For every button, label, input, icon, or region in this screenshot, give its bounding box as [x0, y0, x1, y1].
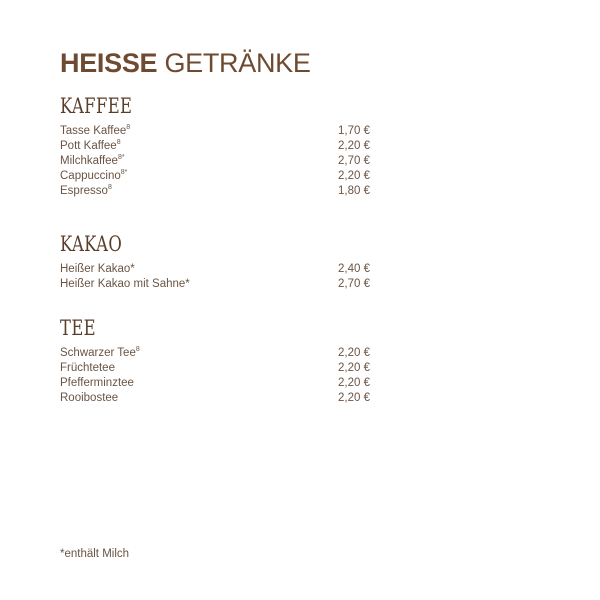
item-name: Pfefferminztee [60, 377, 134, 389]
menu-item [60, 346, 370, 361]
menu-item [60, 184, 370, 199]
item-price: 2,20 € [338, 392, 370, 404]
item-price: 2,70 € [338, 155, 370, 167]
item-price: 2,20 € [338, 362, 370, 374]
menu-item [60, 277, 370, 292]
item-name: Rooibostee [60, 392, 119, 404]
footnote: *enthält Milch [60, 548, 130, 560]
item-name: Tasse Kaffee$^8$ [60, 124, 131, 137]
section-heading: KAKAO [60, 232, 123, 256]
item-price: 2,20 € [338, 347, 370, 359]
menu-item [60, 124, 370, 139]
section-heading: KAFFEE [60, 94, 133, 118]
menu-title-bold: HEISSE [60, 48, 158, 78]
item-name: Pott Kaffee$^8$ [60, 139, 121, 152]
menu-item [60, 139, 370, 154]
item-name: Cappuccino$^{8*}$ [60, 169, 128, 182]
item-name: Früchtetee [60, 362, 115, 374]
menu-item [60, 376, 370, 391]
item-name: Milchkaffee$^{8*}$ [60, 154, 125, 167]
item-price: 2,20 € [338, 140, 370, 152]
section-kaffee [60, 94, 370, 199]
item-price: 2,40 € [338, 263, 370, 275]
section-kakao [60, 232, 370, 292]
item-price: 2,70 € [338, 278, 370, 290]
menu-item [60, 262, 370, 277]
section-heading: TEE [60, 316, 97, 340]
item-name: Schwarzer Tee$^8$ [60, 346, 140, 359]
menu-item [60, 169, 370, 184]
menu-title-light: GETRÄNKE [164, 48, 311, 78]
menu-item [60, 154, 370, 169]
item-price: 1,70 € [338, 125, 370, 137]
item-name: Heißer Kakao* [60, 263, 135, 275]
item-name: Espresso$^8$ [60, 184, 112, 197]
menu-item [60, 361, 370, 376]
item-price: 2,20 € [338, 170, 370, 182]
item-price: 2,20 € [338, 377, 370, 389]
menu-title [60, 46, 311, 80]
section-tee [60, 316, 370, 406]
item-price: 1,80 € [338, 185, 370, 197]
menu-item [60, 391, 370, 406]
item-name: Heißer Kakao mit Sahne* [60, 278, 190, 290]
